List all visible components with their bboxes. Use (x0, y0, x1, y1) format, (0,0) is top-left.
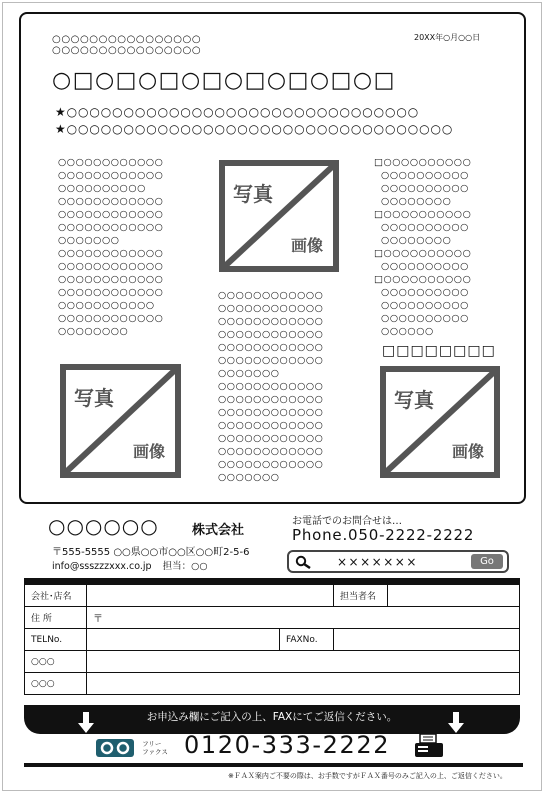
company-address: 〒555-5555 ○○県○○市○○区○○町2-5-6 (52, 547, 250, 558)
bottom-rule (24, 763, 523, 767)
arrow-down-icon (78, 712, 94, 734)
fax-order-form (24, 578, 520, 695)
fax-machine-icon (414, 733, 444, 759)
fax-instruction-bar (24, 705, 520, 734)
image-label: 画像 (132, 442, 165, 461)
photo-placeholder-left (60, 364, 181, 478)
free-fax-badge (96, 737, 168, 757)
phone-lead-text: お電話でのお問合せは… (292, 516, 402, 527)
company-field[interactable] (87, 585, 334, 607)
manager-label: 担当者名 (334, 585, 388, 607)
fax-instruction: お申込み欄にご記入の上、FAXにてご返信ください。 (146, 711, 398, 723)
fax-field[interactable] (334, 629, 520, 651)
right-text-column: □○○○○○○○○○○ ○○○○○○○○○○ ○○○○○○○○○○ ○○○○○○○○ □○○○○○○○○○○ ○○○○○○○○○○ ○○○○○○○○ □○○○○○○○○○○ ○○○○○○○○○○ □○○○○○○○○○○ ○○○○○○○○○○ ○○○○○○○○○○ ○○○○○○○○○○ ○○○○○○ (374, 157, 472, 337)
company-suffix: 株式会社 (192, 523, 245, 538)
phone-number: Phone.050-2222-2222 (292, 526, 475, 544)
arrow-down-icon (448, 712, 464, 734)
header-line-1: ○○○○○○○○○○○○○○○○ (52, 34, 202, 45)
main-title: ○□○□○□○□○□○□○□○□ (52, 68, 396, 93)
left-text-column: ○○○○○○○○○○○○ ○○○○○○○○○○○○ ○○○○○○○○○○ ○○○○○○○○○○○○ ○○○○○○○○○○○○ ○○○○○○○○○○○○ ○○○○○○○ ○○○○○○○○○○○○ ○○○○○○○○○○○○ ○○○○○○○○○○○○ ○○○○○○○○○○○○ ○○○○○○○○○○○ ○○○○○○○○○○○○ ○○○○○○○○ (58, 157, 164, 337)
tel-field[interactable] (87, 629, 280, 651)
company-name: ○○○○○○ (48, 514, 159, 538)
contact-line (52, 558, 208, 572)
footnote: ※ＦＡＸ案内ご不要の際は、お手数ですがＦＡＸ番号のみご記入の上、ご返信ください。 (228, 772, 507, 780)
search-go-button[interactable]: Go (471, 554, 503, 569)
company-email[interactable]: info@ssszzzxxx.co.jp (52, 561, 152, 572)
middle-text-column: ○○○○○○○○○○○○ ○○○○○○○○○○○○ ○○○○○○○○○○○○ ○○○○○○○○○○○○ ○○○○○○○○○○○○ ○○○○○○○○○○○○ ○○○○○○○ ○○○○○○○○○○○○ ○○○○○○○○○○○○ ○○○○○○○○○○○○ ○○○○○○○○○○○○ ○○○○○○○○○○○○ ○○○○○○○○○○○○ ○○○○○○○○○○○○ ○○○○○○○ (218, 290, 324, 483)
star-line-1: ★○○○○○○○○○○○○○○○○○○○○○○○○○○○○○○○ (55, 105, 420, 119)
freedial-icon (96, 739, 134, 757)
address-field[interactable] (87, 607, 520, 629)
search-bar[interactable] (287, 550, 509, 573)
photo-label: 写真 (74, 386, 114, 410)
square-row: □□□□□□□□ (382, 343, 496, 359)
fax-form-table (24, 584, 520, 695)
photo-label: 写真 (233, 182, 273, 206)
photo-placeholder-top (219, 160, 339, 272)
extra-label-1: ○○○ (25, 651, 87, 673)
postal-mark: 〒 (93, 614, 103, 625)
company-label: 会社･店名 (25, 585, 87, 607)
tel-label: TELNo. (25, 629, 87, 651)
free-fax-number: 0120-333-2222 (184, 731, 391, 759)
photo-placeholder-right (380, 366, 500, 478)
freefax-label: フリー ファクス (142, 739, 168, 756)
manager-field[interactable] (388, 585, 520, 607)
star-line-2: ★○○○○○○○○○○○○○○○○○○○○○○○○○○○○○○○○○○ (55, 122, 454, 136)
extra-label-2: ○○○ (25, 673, 87, 695)
search-query[interactable]: ××××××× (337, 555, 418, 569)
fax-label: FAXNo. (280, 629, 334, 651)
extra-field-1[interactable] (87, 651, 520, 673)
issue-date: 20XX年○月○○日 (414, 33, 481, 42)
search-icon (295, 555, 311, 569)
image-label: 画像 (290, 236, 323, 255)
extra-field-2[interactable] (87, 673, 520, 695)
address-label: 住 所 (25, 607, 87, 629)
header-line-2: ○○○○○○○○○○○○○○○○ (52, 45, 202, 56)
photo-label: 写真 (394, 388, 434, 412)
contact-person: 担当：○○ (162, 561, 208, 572)
image-label: 画像 (451, 442, 484, 461)
